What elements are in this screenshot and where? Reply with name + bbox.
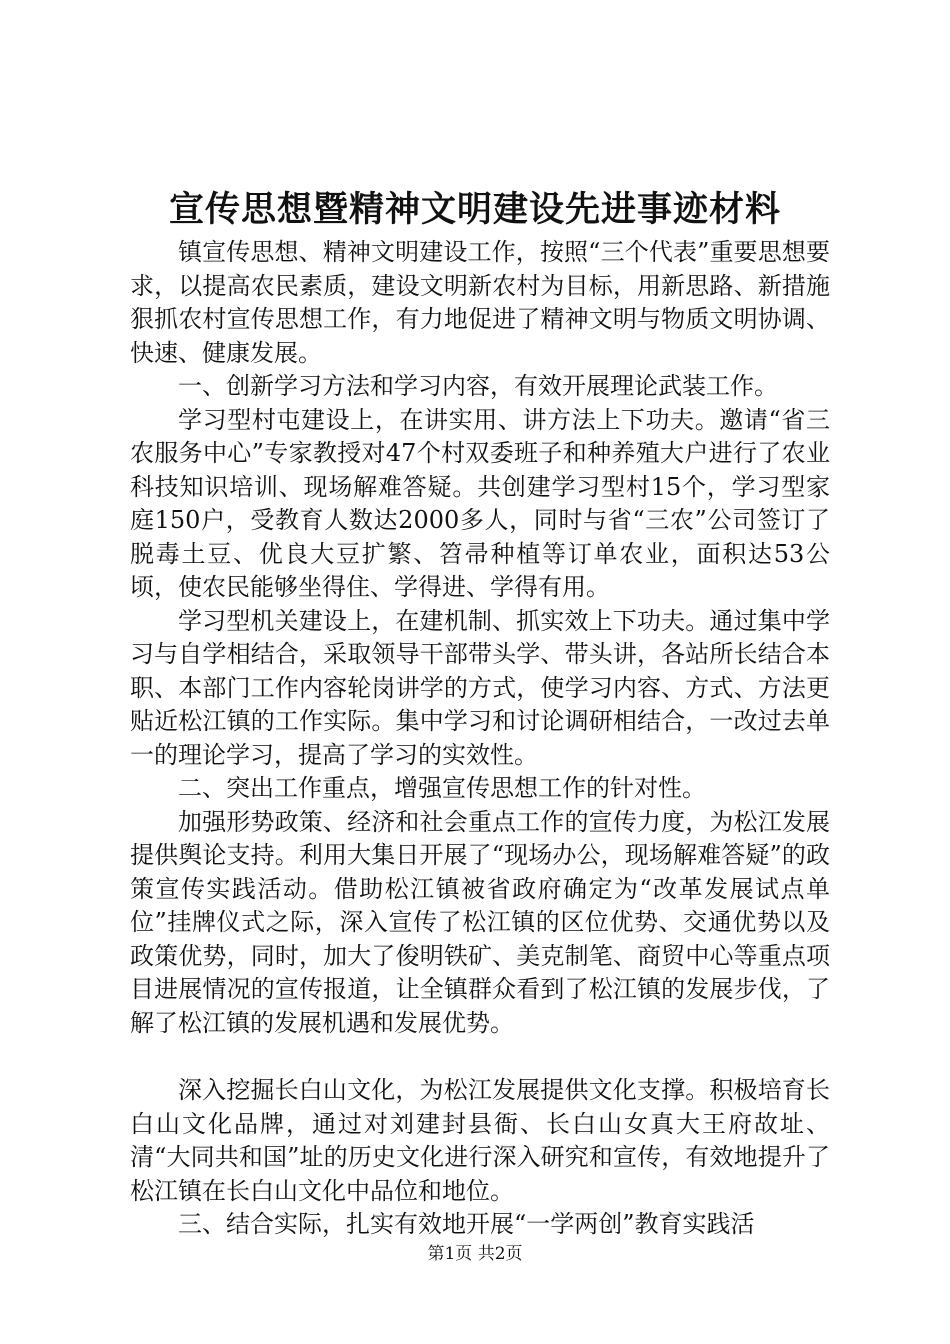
paragraph-changbai-culture: 深入挖掘长白山文化，为松江发展提供文化支撑。积极培育长白山文化品牌，通过对刘建封县衙、长白山女真大王府故址、清“大同共和国”址的历史文化进行深入研究和宣传，有效地提升了松江镇在长白山文化中品位和地位。 (130, 1076, 830, 1205)
page-footer: 第1页 共2页 (427, 1244, 523, 1264)
paragraph-intro: 镇宣传思想、精神文明建设工作，按照“三个代表”重要思想要求，以提高农民素质，建设文明新农村为目标，用新思路、新措施狠抓农村宣传思想工作，有力地促进了精神文明与物质文明协调、快速、健康发展。 (130, 238, 830, 367)
section-heading-2: 二、突出工作重点，增强宣传思想工作的针对性。 (178, 774, 706, 802)
section-heading-1: 一、创新学习方法和学习内容，有效开展理论武装工作。 (178, 372, 778, 400)
paragraph-policy-publicity: 加强形势政策、经济和社会重点工作的宣传力度，为松江发展提供舆论支持。利用大集日开展了“现场办公，现场解难答疑”的政策宣传实践活动。借助松江镇被省政府确定为“改革发展试点单位”挂牌仪式之际，深入宣传了松江镇的区位优势、交通优势以及政策优势，同时，加大了俊明铁矿、美克制笔、商贸中心等重点项目进展情况的宣传报道，让全镇群众看到了松江镇的发展步伐，了解了松江镇的发展机遇和发展优势。 (130, 807, 830, 1037)
paragraph-village-learning: 学习型村屯建设上，在讲实用、讲方法上下功夫。邀请“省三农服务中心”专家教授对47个村双委班子和种养殖大户进行了农业科技知识培训、现场解难答疑。共创建学习型村15个，学习型家庭150户，受教育人数达2000多人，同时与省“三农”公司签订了脱毒土豆、优良大豆扩繁、笤帚种植等订单农业，面积达53公顷，使农民能够坐得住、学得进、学得有用。 (130, 405, 830, 601)
document-body (130, 236, 830, 1242)
document-title: 宣传思想暨精神文明建设先进事迹材料 (168, 189, 781, 230)
paragraph-agency-learning: 学习型机关建设上，在建机制、抓实效上下功夫。通过集中学习与自学相结合，采取领导干部带头学、带头讲，各站所长结合本职、本部门工作内容轮岗讲学的方式，使学习内容、方式、方法更贴近松江镇的工作实际。集中学习和讨论调研相结合，一改过去单一的理论学习，提高了学习的实效性。 (130, 606, 830, 769)
section-heading-3: 三、结合实际，扎实有效地开展“一学两创”教育实践活 (178, 1210, 755, 1238)
